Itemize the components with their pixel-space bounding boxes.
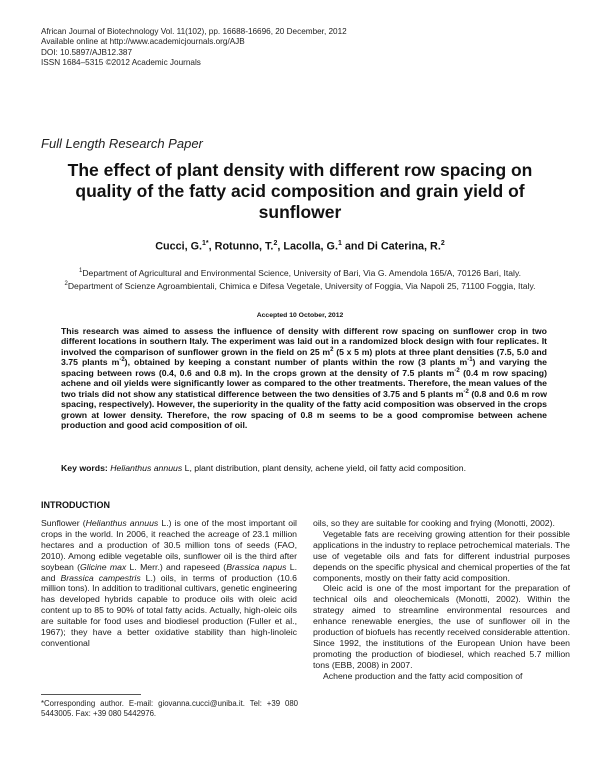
author-and: and	[344, 240, 365, 253]
affiliation-2: $^2$Department of Scienze Agroambientali, Chimica e Difesa Vegetale, University of Foggia, Via Napoli 25, 71100 Foggia, Italy.	[64, 281, 536, 292]
body-paragraph: Achene production and the fatty acid composition of	[323, 670, 523, 681]
issn: ISSN 1684–5315 ©2012 Academic Journals	[41, 58, 201, 68]
footnote-divider	[41, 694, 141, 695]
accepted-date: Accepted 10 October, 2012	[256, 312, 344, 319]
paper-type: Full Length Research Paper	[41, 136, 203, 151]
author-sup: 2	[273, 240, 278, 247]
author-name: Cucci, G.	[155, 240, 203, 253]
body-paragraph: Vegetable fats are receiving growing attention for their possible applications in the industry to replace petrochemical materials. The use of vegetable oils and fats for different industrial purposes depends on the specific physical and chemical properties of the fat components, mostly on their fatty acid composition.	[313, 528, 570, 583]
journal-url: Available online at http://www.academicjournals.org/AJB	[41, 37, 245, 47]
keywords	[61, 463, 547, 473]
affiliation-1: $^1$Department of Agricultural and Environmental Science, University of Bari, Via G. Amendola 165/A, 70126 Bari, Italy.	[78, 267, 521, 278]
author-sup: 2	[440, 240, 445, 247]
body-column-left	[41, 518, 297, 649]
body-column-right	[313, 518, 570, 682]
keywords-species: Helianthus annuus	[110, 463, 183, 473]
abstract: This research was aimed to assess the influence of density with different row spacing on sunflower crop in two different locations in southern Italy. The experiment was laid out in a randomized block design with four replicates. It involved the comparison of sunflower grown in the field on 25 $m^2$ (5 x 5 m) plots at three plant densities (7.5, 5.0 and 3.75 plants $m^{-2}$), obtained by keeping a constant number of plants within the row (3 plants $m^{-1}$) and varying the spacing between rows (0.4, 0.6 and 0.8 m). In the crops grown at the density of 7.5 plants $m^{-2}$ (0.4 m row spacing) achene and oil yields were significantly lower as compared to the other treatments. Therefore, the mean values of the two trials did not show any statistical difference between the two densities of 3.75 and 5 plants $m^{-2}$ (0.8 and 0.6 m row spacing, respectively). However, the superiority in the quality of the fatty acid composition was observed in the crops grown at lower density. Therefore, the row spacing of 0.8 m seems to be a good compromise between achene production and good acid composition of oil.	[61, 326, 548, 431]
author-list: Cucci, G.$^{1*}$, Rotunno, T.$^2$, Lacolla, G.$^1$ and Di Caterina, R.$^2$	[155, 240, 445, 253]
journal-citation: African Journal of Biotechnology Vol. 11(102), pp. 16688-16696, 20 December, 2012	[41, 27, 347, 36]
section-heading-introduction: INTRODUCTION	[41, 500, 110, 510]
journal-header	[41, 27, 347, 69]
author-sup: 1	[337, 240, 342, 247]
keywords-list: L, plant distribution, plant density, achene yield, oil fatty acid composition.	[182, 463, 467, 473]
author-name: Di Caterina, R.	[367, 240, 441, 253]
author-name: Rotunno, T.	[214, 240, 274, 253]
body-paragraph: Oleic acid is one of the most important for the preparation of technical oils and oleochemicals (Monotti, 2002). Within the strategy aimed to streamline environmental resources and enhance renewable energies, the use of sunflower oil in the production of biofuels has recently received considerable attention. Since 1992, the institutions of the European Union have been promoting the production of biodiesel, which reached 5.7 million tons (EBB, 2008) in 2007.	[313, 583, 570, 670]
paper-title: The effect of plant density with different row spacing on quality of the fatty acid composition and grain yield of sunflower	[67, 160, 533, 222]
keywords-label: Key words:	[61, 463, 108, 473]
body-paragraph: Sunflower (Helianthus annuus L.) is one of the most important oil crops in the world. In 2006, it reached the acreage of 23.1 million hectares and a production of 30.5 million tons of seeds (FAO, 2010). Among edible vegetable oils, sunflower oil is the third after soybean (Glicine max L. Merr.) and rapeseed (Brassica napus L. and Brassica campestris L.) oils, in terms of production (10.6 million tons). In addition to traditional cultivars, genetic engineering has developed hybrids capable to produce oils with oleic acid content up to 85 to 90% of total fatty acids. Actually, high-oleic oils are suitable for food uses and biodiesel production (Fuller et al., 1967); they have a better oxidative stability than high-linoleic conventional	[41, 518, 297, 648]
author-sup: 1*	[202, 240, 209, 247]
author-name: Lacolla, G.	[283, 240, 338, 253]
corresponding-author-footnote: *Corresponding author. E-mail: giovanna.cucci@uniba.it. Tel: +39 080 5443005. Fax: +39 080 5442976.	[41, 699, 298, 718]
doi: DOI: 10.5897/AJB12.387	[41, 47, 133, 57]
body-paragraph: oils, so they are suitable for cooking and frying (Monotti, 2002).	[313, 518, 555, 528]
affiliations	[40, 266, 560, 293]
